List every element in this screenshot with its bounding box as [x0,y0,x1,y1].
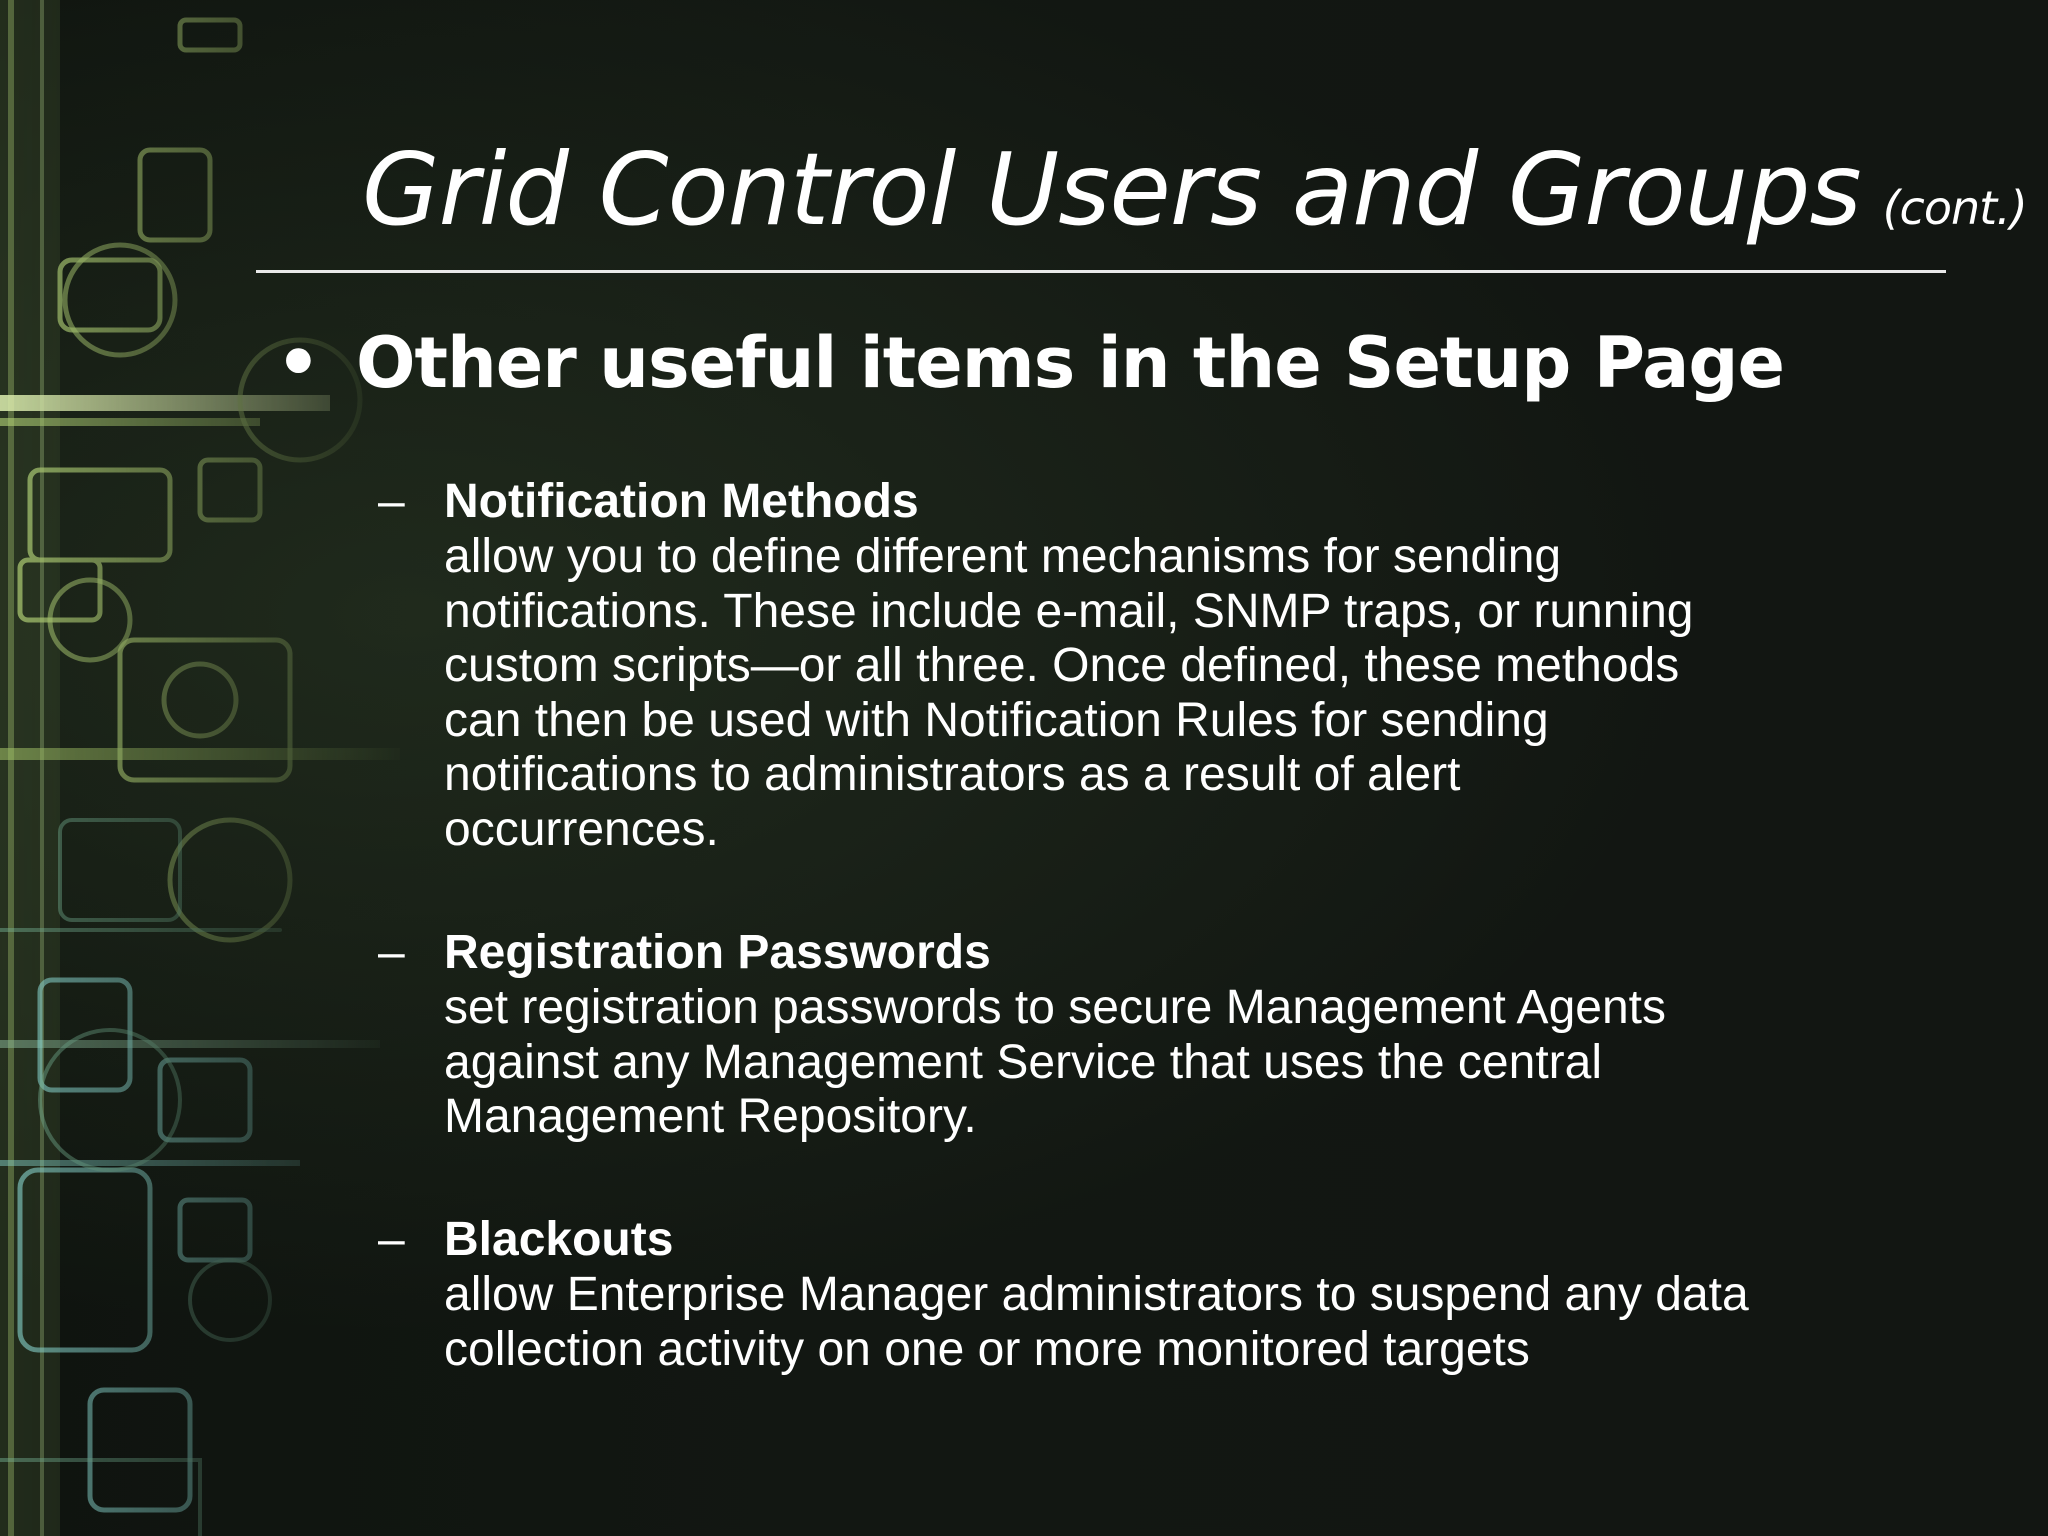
description-line: can then be used with Notification Rules for sending [444,693,1549,747]
dash-marker: – [378,475,405,528]
circuit-pattern-decoration [0,0,420,1536]
slide-title [362,130,2027,268]
description-line: occurrences. [444,802,719,856]
description-line: allow Enterprise Manager administrators to suspend any data [444,1268,1749,1321]
sub-item-blackouts [378,1212,1938,1377]
sub-item-heading: Registration Passwords [444,926,991,979]
sub-item-registration-passwords [378,925,1938,1145]
dash-marker: – [378,926,405,979]
description-line: notifications. These include e-mail, SNMP traps, or running [444,584,1694,638]
description-line: allow you to define different mechanisms for sending [444,530,1562,583]
dash-marker: – [378,1213,405,1266]
sub-item-description [444,1268,1938,1377]
main-bullet [276,318,1784,408]
main-bullet-text: Other useful items in the Setup Page [356,322,1784,404]
sub-item-heading: Blackouts [444,1213,674,1266]
sub-item-description [444,981,1938,1145]
sub-item-notification-methods [378,474,1938,857]
description-line: notifications to administrators as a result of alert [444,748,1461,801]
bullet-dot: • [276,322,320,404]
description-line: Management Repository. [444,1090,977,1143]
description-line: against any Management Service that uses the central [444,1035,1602,1089]
sub-item-heading: Notification Methods [444,475,919,528]
description-line: collection activity on one or more monitored targets [444,1322,1530,1376]
sub-item-description [444,530,1938,857]
description-line: set registration passwords to secure Management Agents [444,981,1666,1034]
description-line: custom scripts—or all three. Once defined, these methods [444,639,1680,692]
slide-title-suffix: (cont.) [1882,181,2027,235]
slide-title-text: Grid Control Users and Groups [362,131,1861,248]
title-underline [256,270,1946,273]
